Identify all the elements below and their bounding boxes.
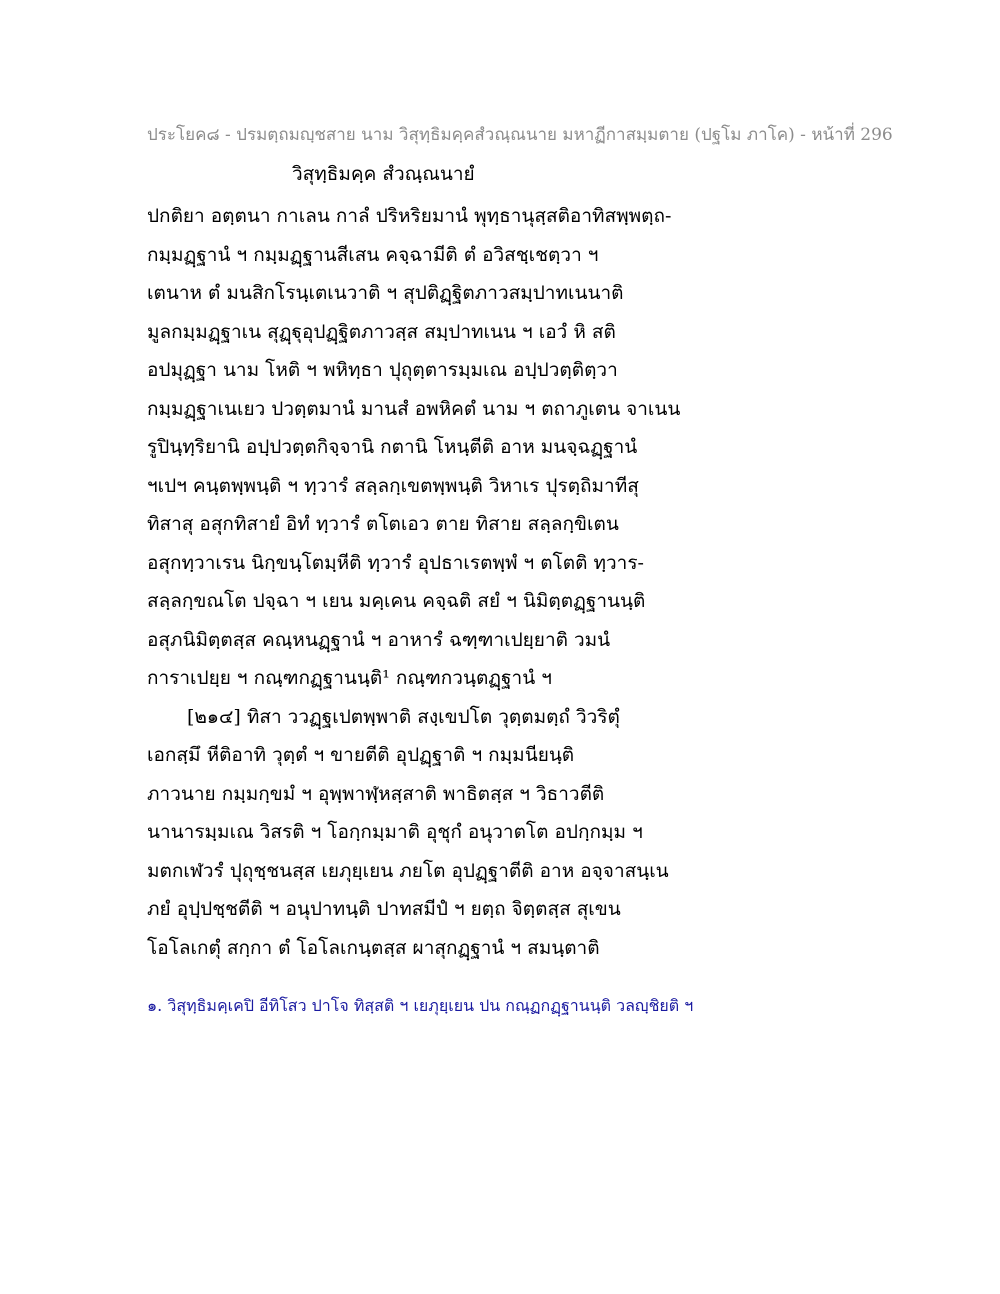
text-line: มตกเฬวรํ ปุถุชฺชนสฺส เยภุยฺเยน ภยโต อุปฏฺฐาตีติ อาห อจฺจาสนฺเน — [147, 859, 669, 882]
text-line: ภยํ อุปฺปชฺชตีติ ฯ อนุปาทนฺติ ปาทสมีปํ ฯ ยตฺถ จิตฺตสฺส สุเขน — [147, 898, 621, 920]
body-text — [147, 197, 707, 967]
text-line: เอกสฺมึ หีติอาทิ วุตฺตํ ฯ ขายตีติ อุปฏฺฐาติ ฯ กมฺมนียนฺติ — [147, 744, 575, 766]
footnote: ๑. วิสุทฺธิมคฺเคปิ อีทิโสว ปาโจ ทิสฺสติ ฯ เยภุยฺเยน ปน กณฺฏกฏฺฐานนฺติ วลญฺชิยติ ฯ — [147, 996, 694, 1015]
text-line: ฯเปฯ คนฺตพฺพนฺติ ฯ ทฺวารํ สลฺลกฺเขตพฺพนฺติ วิหาเร ปุรตฺถิมาทีสุ — [147, 474, 639, 497]
text-line: ภาวนาย กมฺมกฺขมํ ฯ อุพฺพาฬฺหสฺสาติ พาธิตสฺส ฯ วิธาวตีติ — [147, 782, 605, 805]
text-line: อสุกทฺวาเรน นิกฺขนฺโตมฺหีติ ทฺวารํ อุปธาเรตพฺพํ ฯ ตโตติ ทฺวาร- — [147, 551, 644, 574]
paragraph-start-line: [๒๑๔] ทิสา ววฏฺฐเปตพฺพาติ สงฺเขปโต วุตฺตมตฺถํ วิวริตุํ — [187, 705, 620, 728]
text-line: รูปินฺทฺริยานิ อปฺปวตฺตกิจฺจานิ กตานิ โหนฺตีติ อาห มนจฺฉฏฺฐานํ — [147, 436, 638, 458]
text-line: อปมุฏฺฐา นาม โหติ ฯ พหิทฺธา ปุถุตฺตารมฺมเณ อปฺปวตฺติตฺวา — [147, 359, 618, 381]
text-line: โอโลเกตุํ สกฺกา ตํ โอโลเกนฺตสฺส ผาสุกฏฺฐานํ ฯ สมนฺตาติ — [147, 936, 600, 959]
text-line: เตนาห ตํ มนสิกโรนฺเตเนวาติ ฯ สุปติฏฺฐิตภาวสมฺปาทเนนาติ — [147, 282, 624, 304]
text-line: นานารมฺมเณ วิสรติ ฯ โอกฺกมฺมาติ อุชุกํ อนุวาตโต อปกฺกมฺม ฯ — [147, 821, 643, 843]
text-line: กมฺมฏฺฐานํ ฯ กมฺมฏฺฐานสีเสน คจฺฉามีติ ตํ อวิสชฺเชตฺวา ฯ — [147, 243, 599, 266]
text-line: ทิสาสุ อสุกทิสายํ อิทํ ทฺวารํ ตโตเอว ตาย ทิสาย สลฺลกฺขิเตน — [147, 513, 619, 535]
text-line: กมฺมฏฺฐาเนเยว ปวตฺตมานํ มานสํ อพหิคตํ นาม ฯ ตถาภูเตน จาเนน — [147, 397, 681, 420]
section-title: วิสุทฺธิมคฺค สํวณฺณนายํ — [292, 163, 475, 185]
text-line: อสุภนิมิตฺตสฺส คณฺหนฏฺฐานํ ฯ อาหารํ ฉฑฺฑาเปยฺยาติ วมนํ — [147, 628, 611, 651]
text-line: สลฺลกฺขณโต ปจฺฉา ฯ เยน มคฺเคน คจฺฉติ สยํ ฯ นิมิตฺตฏฺฐานนฺติ — [147, 590, 646, 612]
text-line: มูลกมฺมฏฺฐาเน สุฏฺฐุอุปฏฺฐิตภาวสฺส สมฺปาทเนน ฯ เอวํ หิ สติ — [147, 320, 616, 343]
running-header: ประโยค๘ - ปรมตฺถมญฺชสาย นาม วิสุทฺธิมคฺคสํวณฺณนาย มหาฏีกาสมฺมตาย (ปฐโม ภาโค) - หน้าที่ 296 — [147, 125, 893, 145]
text-line: การาเปยฺย ฯ กณฺฑกฏฺฐานนฺติ¹ กณฺฑกวนฺตฏฺฐานํ ฯ — [147, 667, 552, 689]
text-line: ปกติยา อตฺตนา กาเลน กาลํ ปริหริยมานํ พุทฺธานุสฺสติอาทิสพฺพตฺถ- — [147, 205, 672, 227]
